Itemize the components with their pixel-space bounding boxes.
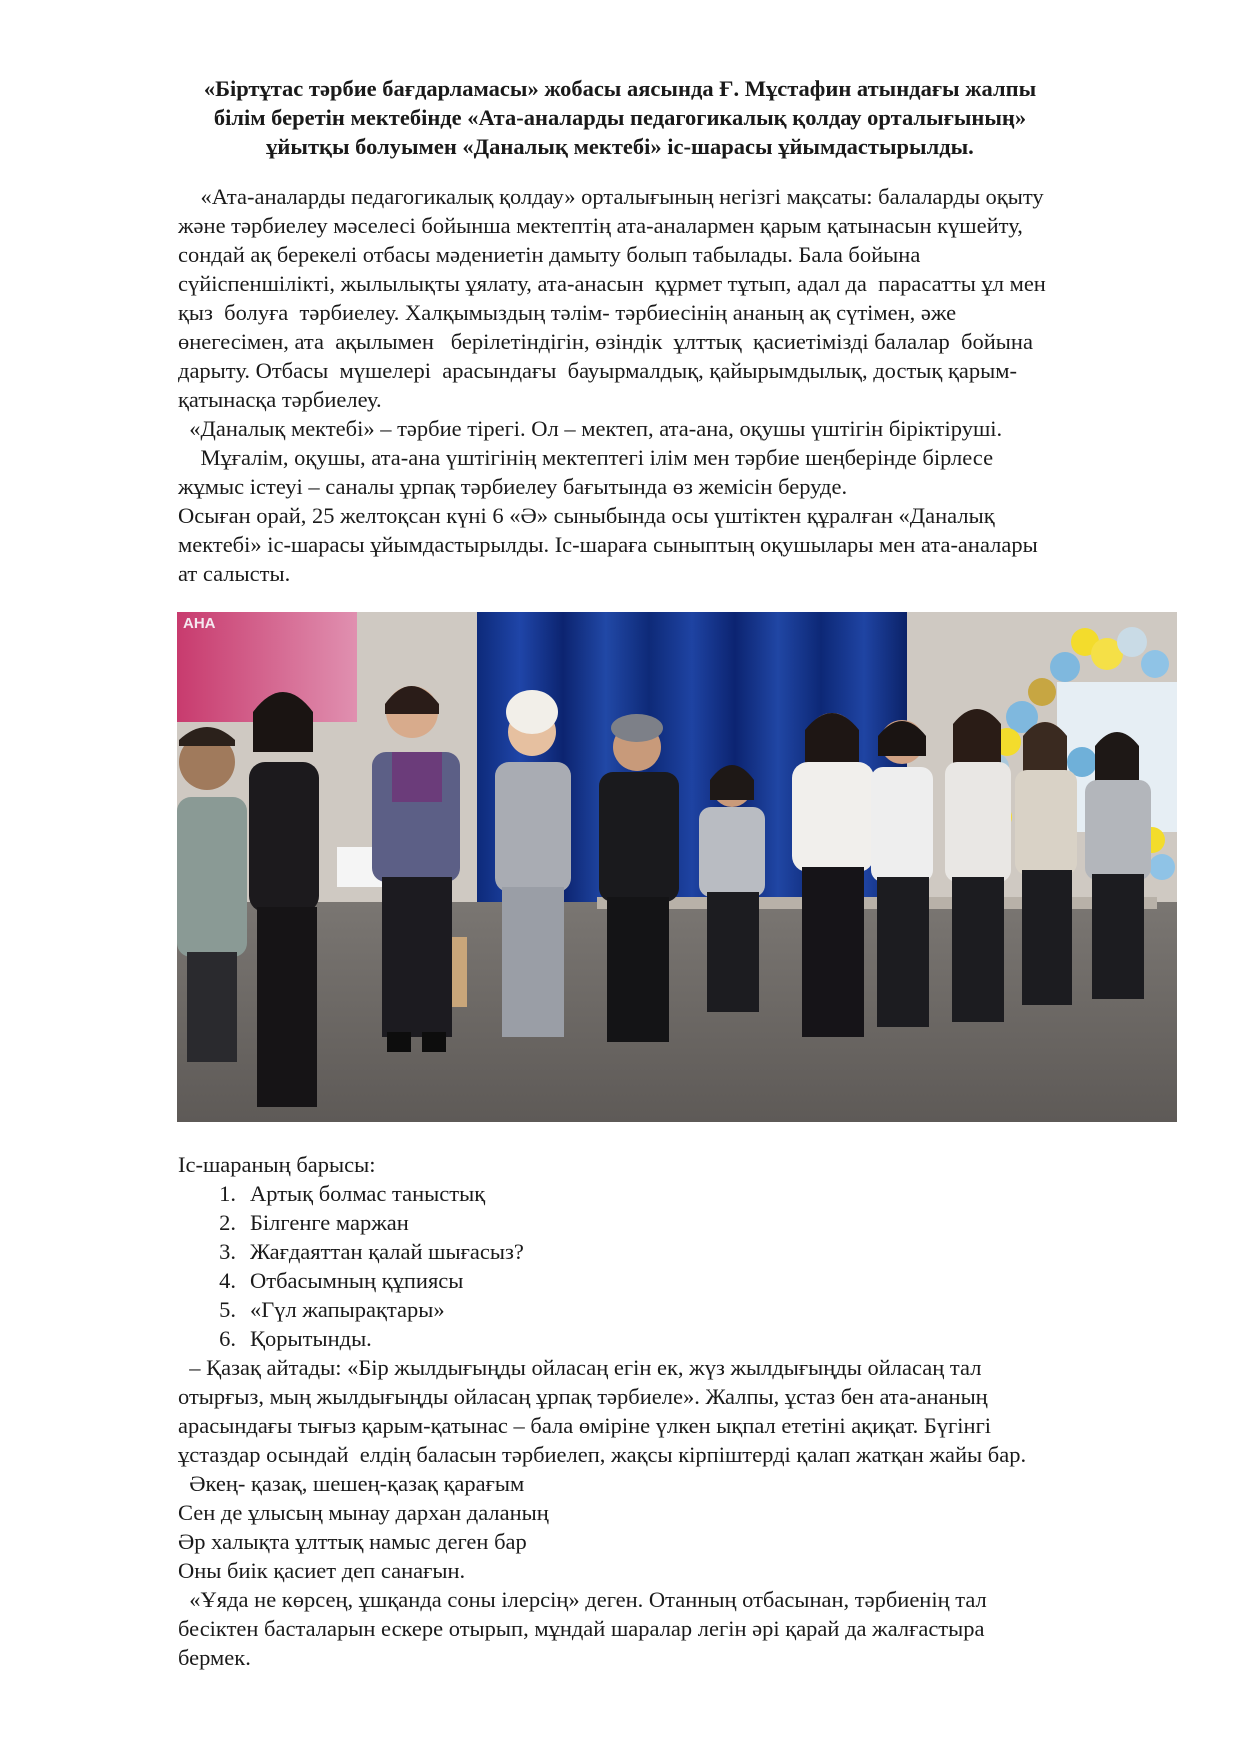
list-item: [178, 1266, 1158, 1295]
text-line: «Ұяда не көрсең, ұшқанда соны ілерсің» деген. Отанның отбасынан, тәрбиенің тал: [178, 1587, 987, 1612]
text-line: қыз болуға тәрбиелеу. Халқымыздың тәлім- тәрбиесінің ананың ақ сүтімен, әже: [178, 300, 957, 325]
text-line: сүйіспеншілікті, жылылықты ұялату, ата-анасын құрмет тұтып, адал да парасатты ұл мен: [178, 271, 1046, 296]
poem-line: Оны биік қасиет деп санағын.: [178, 1558, 466, 1583]
agenda-list: [178, 1179, 1158, 1353]
text-line: ат салысты.: [178, 561, 291, 586]
text-line: сондай ақ берекелі отбасы мәдениетін дамыту болып табылады. Бала бойына: [178, 242, 921, 267]
text-line: Осыған орай, 25 желтоқсан күні 6 «Ә» сыныбында осы үштіктен құралған «Даналық: [178, 503, 995, 528]
text-line: және тәрбиелеу мәселесі бойынша мектептің ата-аналармен қарым қатынасын күшейту,: [178, 213, 1023, 238]
event-photo: [177, 612, 1177, 1122]
text-line: мектебі» іс-шарасы ұйымдастырылды. Іс-шараға сыныптың оқушылары мен ата-аналары: [178, 532, 1038, 557]
document-title: [178, 74, 1062, 161]
text-line: арасындағы тығыз қарым-қатынас – бала өміріне үлкен ықпал ететіні ақиқат. Бүгінгі: [178, 1413, 992, 1438]
text-line: «Даналық мектебі» – тәрбие тірегі. Ол – мектеп, ата-ана, оқушы үштігін біріктіруші.: [178, 416, 1003, 441]
text-line: ұстаздар осындай елдің баласын тәрбиелеп, жақсы кірпіштерді қалап жатқан жайы бар.: [178, 1442, 1027, 1467]
list-text: Жағдаяттан қалай шығасыз?: [250, 1239, 524, 1264]
list-text: Білгенге маржан: [250, 1210, 409, 1235]
list-number: 4.: [219, 1268, 236, 1293]
text-line: қатынасқа тәрбиелеу.: [178, 387, 382, 412]
list-text: Қорытынды.: [250, 1326, 372, 1351]
banner-text: АНА: [183, 615, 216, 632]
list-text: Артық болмас таныстық: [250, 1181, 486, 1206]
list-item: [178, 1208, 1158, 1237]
list-text: Отбасымның құпиясы: [250, 1268, 464, 1293]
list-item: [178, 1295, 1158, 1324]
list-number: 2.: [219, 1210, 236, 1235]
list-number: 3.: [219, 1239, 236, 1264]
text-line: бесіктен басталарын ескере отырып, мұндай шаралар легін әрі қарай да жалғастыра: [178, 1616, 985, 1641]
title-line: білім беретін мектебінде «Ата-аналарды педагогикалық қолдау орталығының»: [213, 105, 1027, 130]
list-number: 1.: [219, 1181, 236, 1206]
poem-line: Сен де ұлысың мынау дархан даланың: [178, 1500, 549, 1525]
list-text: «Гүл жапырақтары»: [250, 1297, 445, 1322]
list-item: [178, 1179, 1158, 1208]
text-line: «Ата-аналарды педагогикалық қолдау» орталығының негізгі мақсаты: балаларды оқыту: [178, 184, 1044, 209]
agenda-heading: Іс-шараның барысы:: [178, 1152, 376, 1177]
text-line: Мұғалім, оқушы, ата-ана үштігінің мектептегі ілім мен тәрбие шеңберінде бірлесе: [178, 445, 994, 470]
title-line: «Біртұтас тәрбие бағдарламасы» жобасы аясында Ғ. Мұстафин атындағы жалпы: [203, 76, 1037, 101]
text-line: – Қазақ айтады: «Бір жылдығыңды ойласаң егін ек, жүз жылдығыңды ойласаң тал: [178, 1355, 982, 1380]
list-item: [178, 1324, 1158, 1353]
intro-paragraphs: [178, 182, 1158, 588]
agenda-and-closing: [178, 1150, 1158, 1672]
title-line: ұйытқы болуымен «Даналық мектебі» іс-шарасы ұйымдастырылды.: [266, 134, 974, 159]
text-line: бермек.: [178, 1645, 251, 1670]
list-number: 5.: [219, 1297, 236, 1322]
poem-line: Әкең- қазақ, шешең-қазақ қарағым: [178, 1471, 525, 1496]
list-item: [178, 1237, 1158, 1266]
list-number: 6.: [219, 1326, 236, 1351]
poem-line: Әр халықта ұлттық намыс деген бар: [178, 1529, 527, 1554]
text-line: дарыту. Отбасы мүшелері арасындағы бауырмалдық, қайырымдылық, достық қарым-: [178, 358, 1017, 383]
text-line: отырғыз, мың жылдығыңды ойласаң ұрпақ тәрбиеле». Жалпы, ұстаз бен ата-ананың: [178, 1384, 988, 1409]
text-line: жұмыс істеуі – саналы ұрпақ тәрбиелеу бағытында өз жемісін беруде.: [178, 474, 848, 499]
text-line: өнегесімен, ата ақылымен берілетіндігін, өзіндік ұлттық қасиетімізді балалар бойына: [178, 329, 1033, 354]
